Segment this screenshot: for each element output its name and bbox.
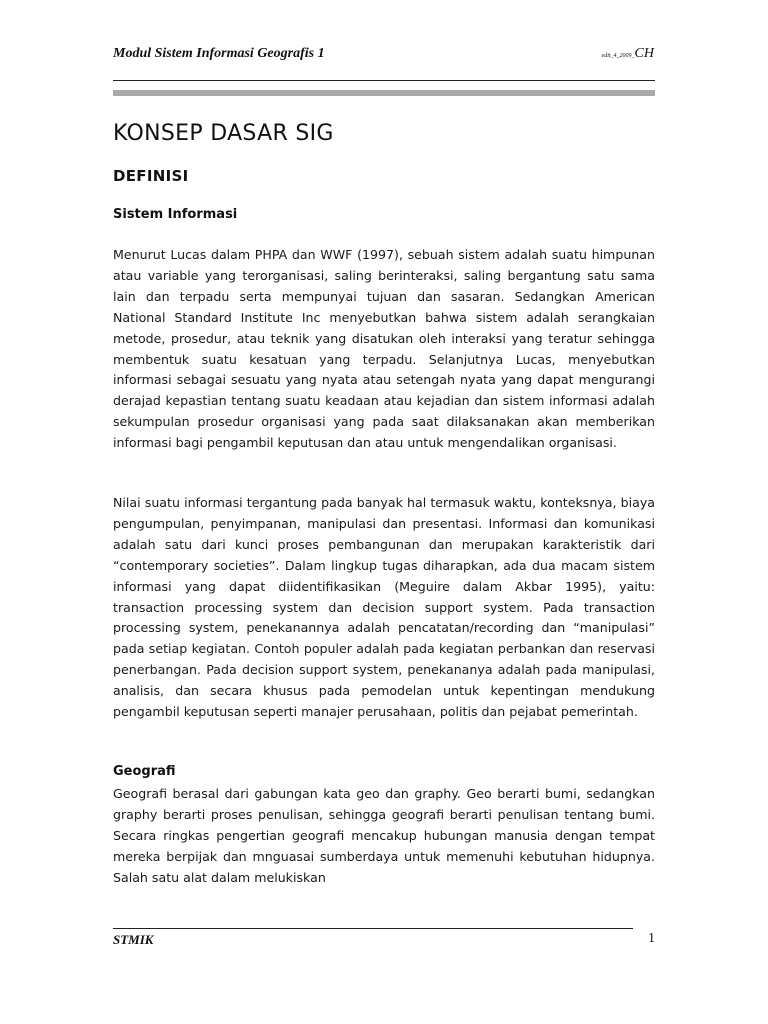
footer-label: STMIK — [113, 932, 154, 947]
paragraph-sistem-informasi-2: Nilai suatu informasi tergantung pada banyak hal termasuk waktu, konteksnya, biaya pengumpulan, penyimpanan, manipulasi dan presentasi. Informasi dan komunikasi adalah satu dari kunci proses pembangunan dan merupakan karakteristik dari “contemporary societies”. Dalam lingkup tugas diharapkan, ada dua macam sistem informasi yang dapat diidentifikasikan (Meguire dalam Akbar 1995), yaitu: transaction processing system dan decision support system. Pada transaction processing system, penekanannya adalah pencatatan/recording dan “manipulasi” pada setiap kegiatan. Contoh populer adalah pada kegiatan perbankan dan reservasi penerbangan. Pada decision support system, penekananya adalah pada manipulasi, analisis, dan secara khusus pada pemodelan untuk kepentingan mendukung pengambil keputusan seperti manajer perusahaan, politis dan pejabat pemerintah. — [113, 495, 655, 720]
section-heading-definisi: DEFINISI — [113, 167, 189, 185]
header-divider-line — [113, 80, 655, 81]
header-edit-date: edit_4_2009_ — [601, 53, 635, 59]
header-edit-mark — [602, 44, 654, 62]
header-title: Modul Sistem Informasi Geografis 1 — [113, 46, 325, 61]
document-title: KONSEP DASAR SIG — [113, 121, 334, 146]
subsection-heading-geografi: Geografi — [113, 764, 176, 779]
page-number: 1 — [648, 931, 655, 946]
header-gray-bar — [113, 90, 655, 96]
paragraph-sistem-informasi-1: Menurut Lucas dalam PHPA dan WWF (1997), sebuah sistem adalah suatu himpunan atau variable yang terorganisasi, saling berinteraksi, saling bergantung satu sama lain dan terpadu serta mempunyai tujuan dan sasaran. Sedangkan American National Standard Institute Inc menyebutkan bahwa sistem adalah serangkaian metode, prosedur, atau teknik yang disatukan oleh interaksi yang teratur sehingga membentuk suatu kesatuan yang terpadu. Selanjutnya Lucas, menyebutkan informasi sebagai sesuatu yang nyata atau setengah nyata yang dapat mengurangi derajad kepastian tentang suatu keadaan atau kejadian dan sistem informasi adalah sekumpulan prosedur organisasi yang pada saat dilaksanakan akan memberikan informasi bagi pengambil keputusan dan atau untuk mengendalikan organisasi. — [113, 247, 655, 451]
header-edit-initials: CH — [634, 46, 654, 61]
footer-divider-line — [113, 928, 633, 929]
subsection-heading-sistem-informasi: Sistem Informasi — [113, 207, 238, 222]
paragraph-geografi: Geografi berasal dari gabungan kata geo dan graphy. Geo berarti bumi, sedangkan graphy berarti proses penulisan, sehingga geografi berarti penulisan tentang bumi. Secara ringkas pengertian geografi mencakup hubungan manusia dengan tempat mereka berpijak dan mnguasai sumberdaya untuk memenuhi kebutuhan hidupnya. Salah satu alat dalam melukiskan — [113, 786, 655, 885]
